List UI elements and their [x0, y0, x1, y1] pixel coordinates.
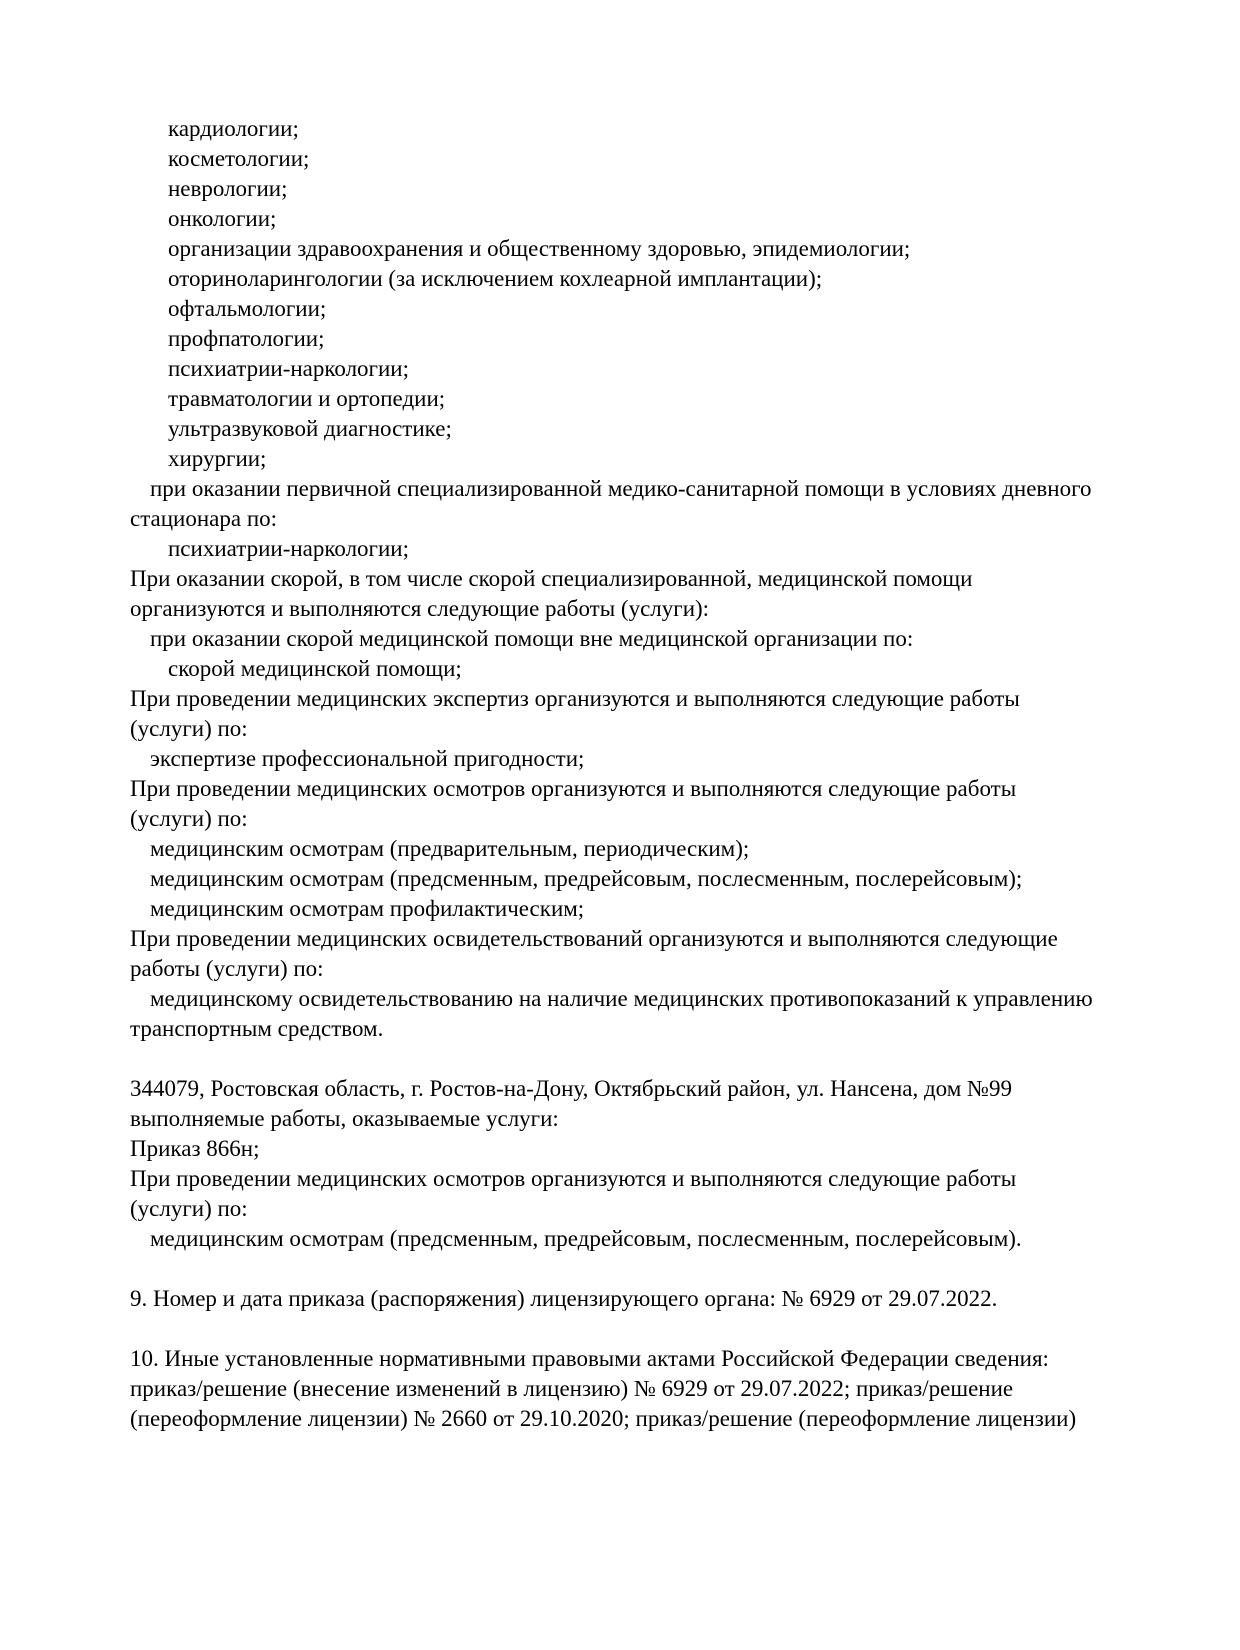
text-line: транспортным средством. [130, 1016, 384, 1041]
text-line: 9. Номер и дата приказа (распоряжения) лицензирующего органа: № 6929 от 29.07.2022. [130, 1286, 998, 1311]
text-line: профпатологии; [168, 326, 325, 351]
text-line: психиатрии-наркологии; [168, 356, 409, 381]
text-line: 10. Иные установленные нормативными правовыми актами Российской Федерации сведения: [130, 1346, 1049, 1371]
text-line: При проведении медицинских экспертиз организуются и выполняются следующие работы [130, 686, 1020, 711]
text-line: При проведении медицинских осмотров организуются и выполняются следующие работы [130, 776, 1017, 801]
text-line: при оказании первичной специализированной медико-санитарной помощи в условиях дневного [150, 476, 1092, 501]
text-line: медицинским осмотрам (предварительным, периодическим); [150, 836, 750, 861]
text-line: ультразвуковой диагностике; [168, 416, 452, 441]
text-line: медицинским осмотрам (предсменным, предрейсовым, послесменным, послерейсовым); [150, 866, 1023, 891]
text-line: кардиологии; [168, 116, 299, 141]
blank-line [130, 1044, 1220, 1074]
text-line: медицинскому освидетельствованию на наличие медицинских противопоказаний к управлению [150, 986, 1093, 1011]
text-line: офтальмологии; [168, 296, 327, 321]
text-line: (переоформление лицензии) № 2660 от 29.10.2020; приказ/решение (переоформление лицензии) [130, 1406, 1077, 1431]
document-text-block [130, 114, 1220, 1434]
text-line: скорой медицинской помощи; [168, 656, 462, 681]
text-line: медицинским осмотрам профилактическим; [150, 896, 585, 921]
text-line: онкологии; [168, 206, 277, 231]
text-line: медицинским осмотрам (предсменным, предрейсовым, послесменным, послерейсовым). [150, 1226, 1022, 1251]
text-line: экспертизе профессиональной пригодности; [150, 746, 585, 771]
text-line: травматологии и ортопедии; [168, 386, 446, 411]
text-line: (услуги) по: [130, 1196, 248, 1221]
text-line: приказ/решение (внесение изменений в лицензию) № 6929 от 29.07.2022; приказ/решение [130, 1376, 1014, 1401]
text-line: стационара по: [130, 506, 278, 531]
text-line: оториноларингологии (за исключением кохлеарной имплантации); [168, 266, 823, 291]
text-line: выполняемые работы, оказываемые услуги: [130, 1106, 559, 1131]
text-line: При оказании скорой, в том числе скорой специализированной, медицинской помощи [130, 566, 973, 591]
text-line: организации здравоохранения и общественному здоровью, эпидемиологии; [168, 236, 911, 261]
text-line: психиатрии-наркологии; [168, 536, 409, 561]
text-line: (услуги) по: [130, 716, 248, 741]
text-line: организуются и выполняются следующие работы (услуги): [130, 596, 710, 621]
blank-line [130, 1254, 1220, 1284]
text-line: неврологии; [168, 176, 288, 201]
text-line: косметологии; [168, 146, 310, 171]
blank-line [130, 1314, 1220, 1344]
text-line: Приказ 866н; [130, 1136, 260, 1161]
text-line: хирургии; [168, 446, 267, 471]
text-line: При проведении медицинских осмотров организуются и выполняются следующие работы [130, 1166, 1017, 1191]
text-line: 344079, Ростовская область, г. Ростов-на-Дону, Октябрьский район, ул. Нансена, дом №99 [130, 1076, 1012, 1101]
text-line: работы (услуги) по: [130, 956, 324, 981]
text-line: (услуги) по: [130, 806, 248, 831]
text-line: При проведении медицинских освидетельствований организуются и выполняются следующие [130, 926, 1058, 951]
text-line: при оказании скорой медицинской помощи вне медицинской организации по: [150, 626, 914, 651]
